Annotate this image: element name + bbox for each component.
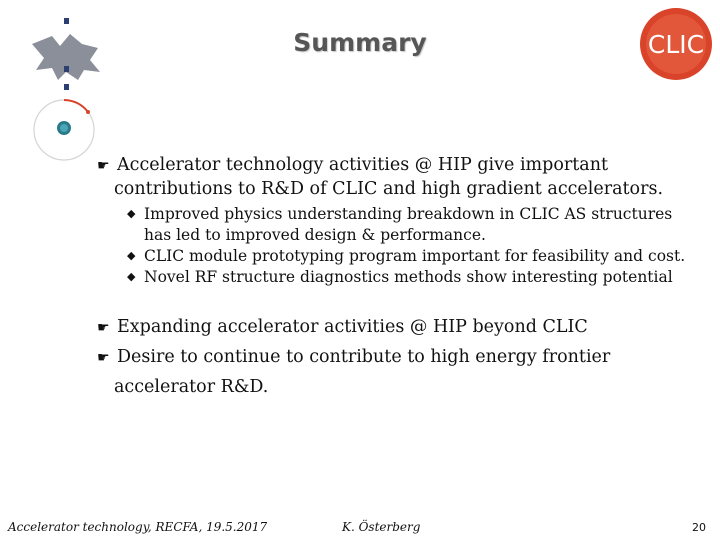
sub-bullet-1-line1: Improved physics understanding breakdown in CLIC AS structures bbox=[144, 205, 673, 223]
diamond-bullet-icon: ◆ bbox=[127, 207, 136, 220]
bullet-3-line1: Desire to continue to contribute to high energy frontier bbox=[117, 347, 611, 367]
hand-pointer-icon: ☛ bbox=[97, 350, 110, 366]
footer-author: K. Österberg bbox=[342, 520, 421, 534]
sub-bullet-1 bbox=[127, 203, 672, 246]
bullet-1-line2: contributions to R&D of CLIC and high gradient accelerators. bbox=[114, 179, 664, 199]
bullet-1 bbox=[97, 154, 663, 201]
bullet-3-line2: accelerator R&D. bbox=[114, 377, 269, 397]
bullet-2-line1: Expanding accelerator activities @ HIP beyond CLIC bbox=[117, 317, 588, 337]
hand-pointer-icon: ☛ bbox=[97, 320, 110, 336]
page-number: 20 bbox=[692, 521, 706, 534]
sub-bullet-2-line1: CLIC module prototyping program important for feasibility and cost. bbox=[144, 247, 686, 265]
sub-bullet-3 bbox=[127, 266, 673, 288]
bullet-3 bbox=[97, 346, 610, 399]
sub-bullet-1-line2: has led to improved design & performance. bbox=[144, 226, 486, 244]
sub-bullet-2 bbox=[127, 245, 685, 267]
slide-title: Summary bbox=[293, 28, 427, 57]
clic-logo-text: CLIC bbox=[647, 30, 705, 59]
diamond-bullet-icon: ◆ bbox=[127, 249, 136, 262]
diamond-bullet-icon: ◆ bbox=[127, 270, 136, 283]
footer-event: Accelerator technology, RECFA, 19.5.2017 bbox=[8, 520, 268, 534]
sub-bullet-3-line1: Novel RF structure diagnostics methods show interesting potential bbox=[144, 268, 673, 286]
hand-pointer-icon: ☛ bbox=[97, 158, 110, 174]
bullet-1-line1: Accelerator technology activities @ HIP give important bbox=[117, 155, 609, 175]
bullet-2 bbox=[97, 316, 588, 340]
